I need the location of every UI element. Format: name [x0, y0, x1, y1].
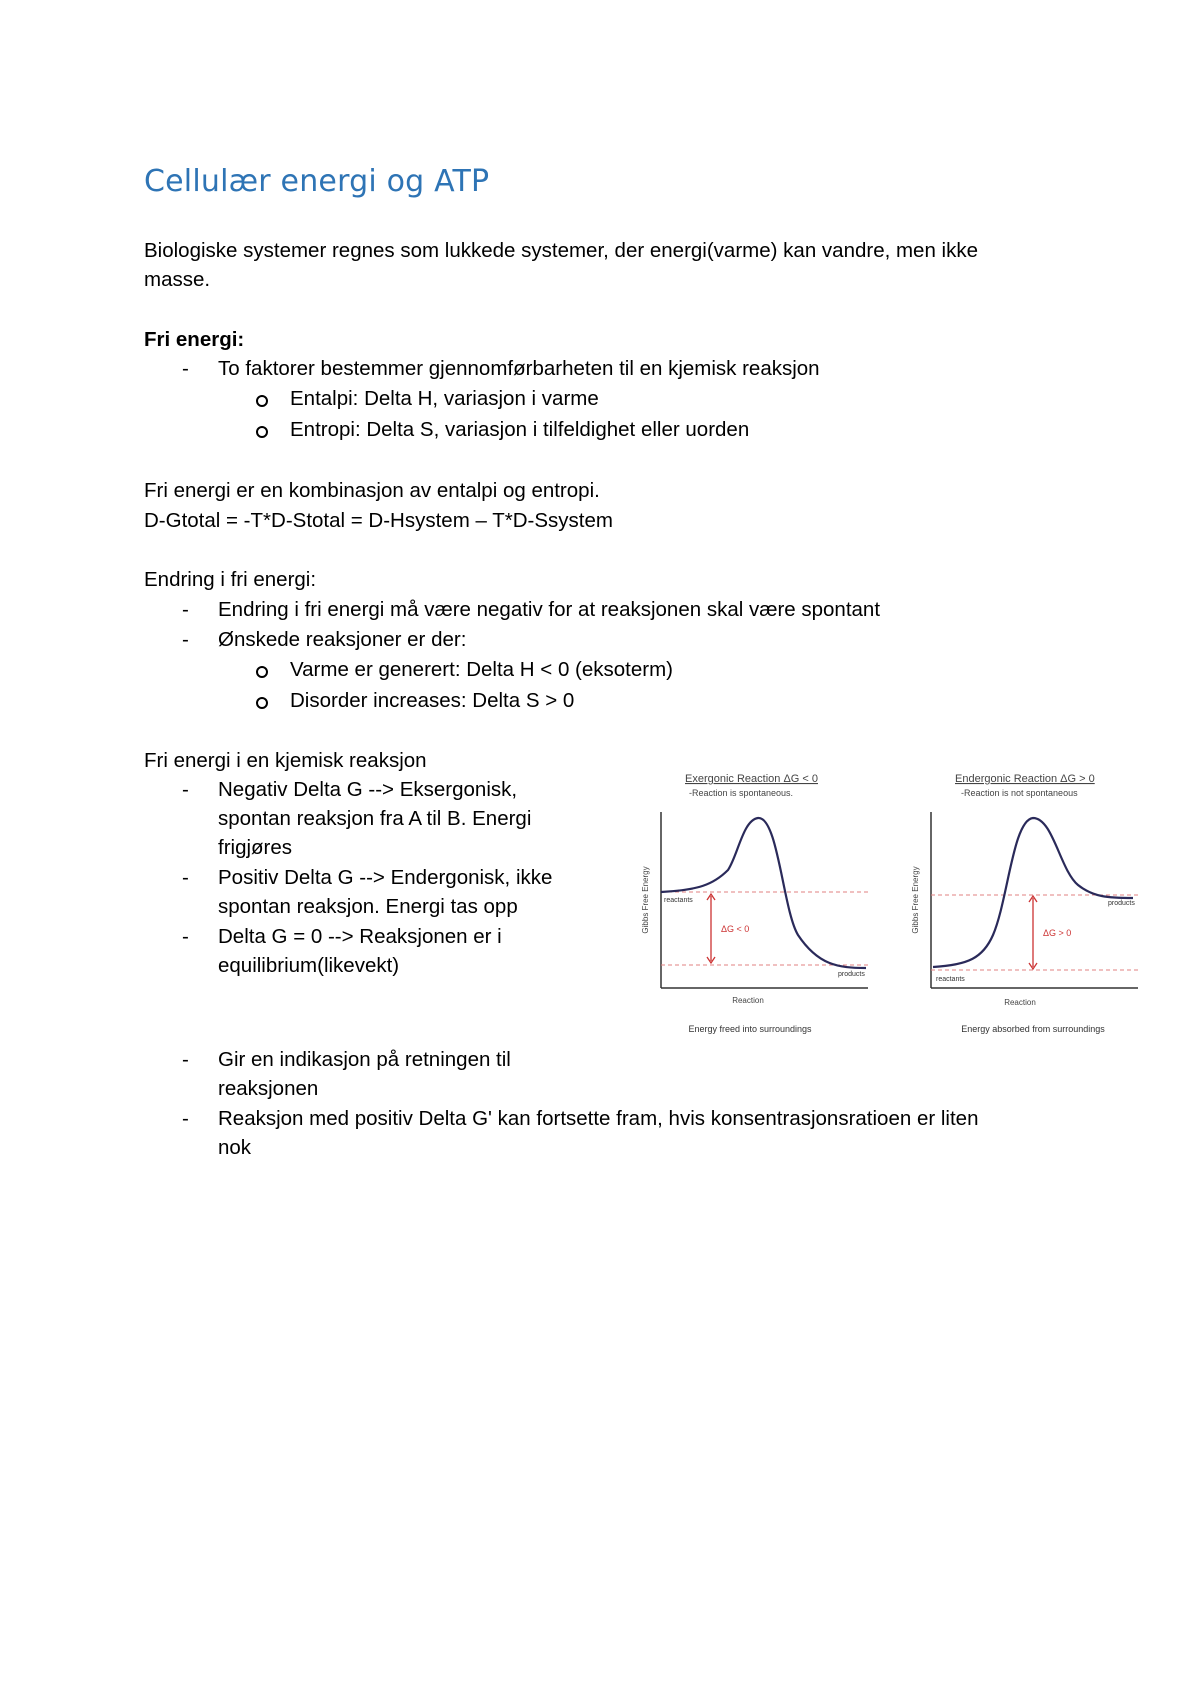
endergonic-y-label: Gibbs Free Energy: [911, 866, 920, 934]
list-item: Delta G = 0 --> Reaksjonen er i: [218, 925, 502, 948]
dash-bullet: -: [182, 357, 189, 380]
exergonic-subtitle: -Reaction is spontaneous.: [689, 788, 794, 798]
list-item: Negativ Delta G --> Eksergonisk,: [218, 778, 518, 801]
list-item-cont: equilibrium(likevekt): [218, 954, 400, 977]
page-title: Cellulær energi og ATP: [144, 164, 490, 199]
dash-bullet: -: [182, 1107, 189, 1130]
endergonic-title: Endergonic Reaction ΔG > 0: [955, 773, 1095, 785]
endergonic-end-label: products: [1108, 900, 1135, 907]
list-item-cont: nok: [218, 1136, 252, 1159]
exergonic-caption: Energy freed into surroundings: [688, 1024, 812, 1034]
exergonic-y-label: Gibbs Free Energy: [641, 866, 650, 934]
exergonic-start-label: reactants: [664, 897, 693, 904]
endergonic-start-label: reactants: [936, 976, 965, 983]
endergonic-caption: Energy absorbed from surroundings: [961, 1024, 1105, 1034]
dash-bullet: -: [182, 1048, 189, 1071]
list-item: Endring i fri energi må være negativ for at reaksjonen skal være spontant: [218, 598, 881, 621]
sub-list-item: Entalpi: Delta H, variasjon i varme: [290, 387, 599, 410]
dash-bullet: -: [182, 925, 189, 948]
endergonic-x-label: Reaction: [1004, 998, 1036, 1007]
sub-list-item: Disorder increases: Delta S > 0: [290, 689, 575, 712]
circle-bullet-icon: [256, 395, 268, 407]
intro-line-1: Biologiske systemer regnes som lukkede systemer, der energi(varme) kan vandre, men ikke: [144, 239, 979, 262]
list-item-cont: spontan reaksjon fra A til B. Energi: [218, 807, 532, 830]
circle-bullet-icon: [256, 666, 268, 678]
reaction-energy-figure: [628, 760, 1148, 1040]
list-item: To faktorer bestemmer gjennomførbarheten til en kjemisk reaksjon: [218, 357, 820, 380]
dash-bullet: -: [182, 598, 189, 621]
intro-line-2: masse.: [144, 268, 211, 291]
energy-diagrams-svg: [628, 760, 1148, 1040]
endergonic-dg-label: ΔG > 0: [1043, 928, 1072, 938]
endergonic-subtitle: -Reaction is not spontaneous: [961, 788, 1078, 798]
list-item: Ønskede reaksjoner er der:: [218, 628, 467, 651]
circle-bullet-icon: [256, 697, 268, 709]
dash-bullet: -: [182, 628, 189, 651]
endergonic-diagram: [911, 773, 1138, 1034]
exergonic-title: Exergonic Reaction ΔG < 0: [685, 773, 818, 785]
list-item-cont: spontan reaksjon. Energi tas opp: [218, 895, 518, 918]
reaksjon-heading: Fri energi i en kjemisk reaksjon: [144, 749, 427, 772]
exergonic-dg-label: ΔG < 0: [721, 924, 750, 934]
endring-heading: Endring i fri energi:: [144, 568, 317, 591]
exergonic-diagram: [641, 773, 868, 1034]
exergonic-end-label: products: [838, 971, 865, 978]
dash-bullet: -: [182, 866, 189, 889]
sub-list-item: Varme er generert: Delta H < 0 (eksoterm): [290, 658, 673, 681]
list-item-cont: frigjøres: [218, 836, 293, 859]
exergonic-curve: [661, 818, 866, 968]
fri-energi-heading: Fri energi:: [144, 328, 245, 351]
circle-bullet-icon: [256, 426, 268, 438]
list-item: Gir en indikasjon på retningen til: [218, 1048, 511, 1071]
list-item-cont: reaksjonen: [218, 1077, 319, 1100]
list-item: Reaksjon med positiv Delta G' kan fortsette fram, hvis konsentrasjonsratioen er liten: [218, 1107, 979, 1130]
exergonic-x-label: Reaction: [732, 996, 764, 1005]
formula-line: D-Gtotal = -T*D-Stotal = D-Hsystem – T*D-Ssystem: [144, 509, 613, 532]
list-item: Positiv Delta G --> Endergonisk, ikke: [218, 866, 553, 889]
dash-bullet: -: [182, 778, 189, 801]
kombinasjon-line-1: Fri energi er en kombinasjon av entalpi og entropi.: [144, 479, 600, 502]
sub-list-item: Entropi: Delta S, variasjon i tilfeldighet eller uorden: [290, 418, 750, 441]
